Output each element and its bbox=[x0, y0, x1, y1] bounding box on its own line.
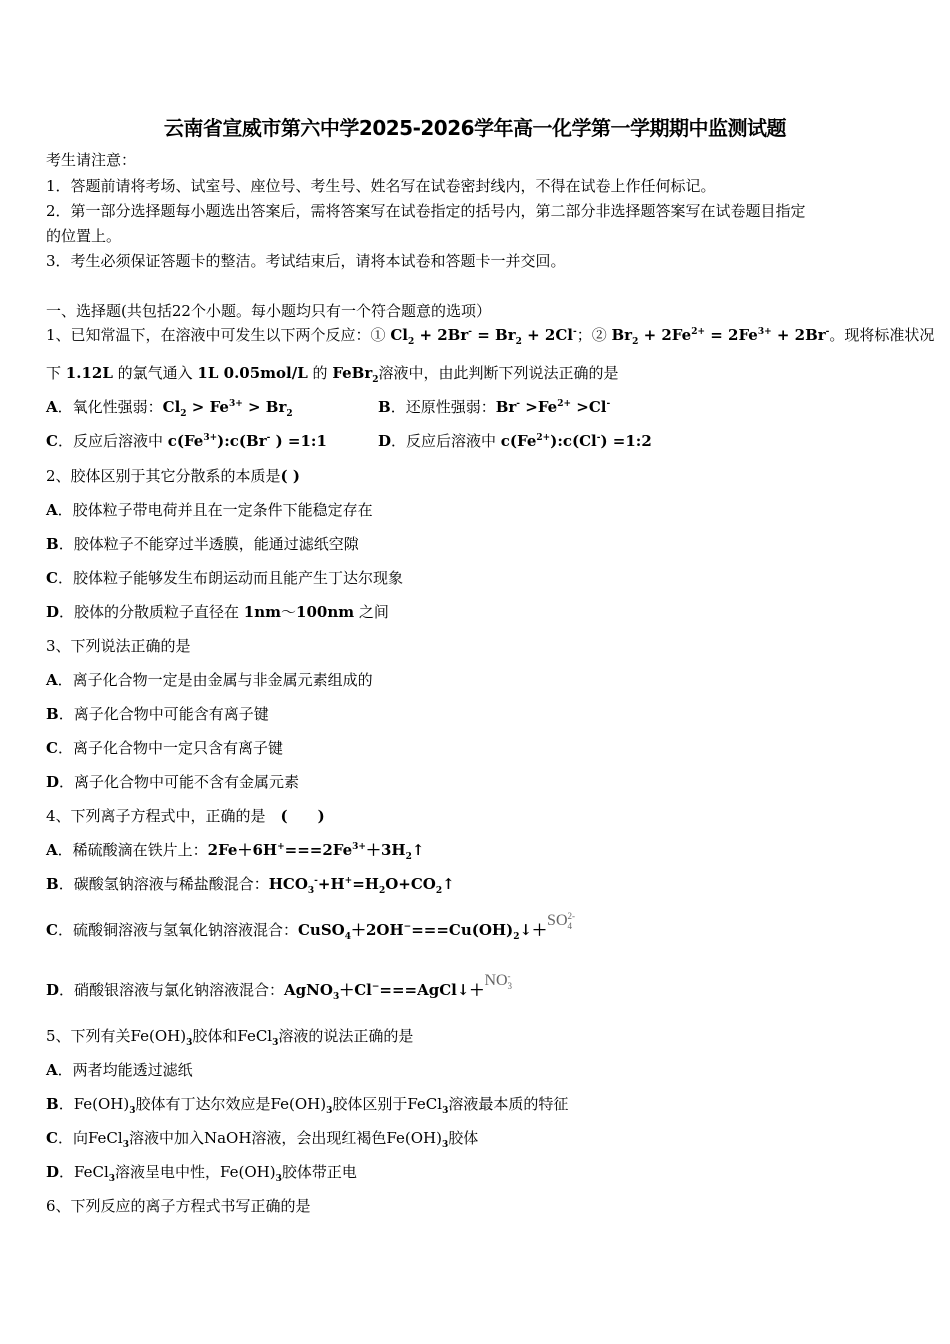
bold-run: ↑ bbox=[442, 875, 455, 893]
text-run: ．离子化合物中可能含有离子键 bbox=[58, 705, 269, 723]
text-line bbox=[46, 1162, 357, 1182]
text-run: 胶体 bbox=[448, 1129, 479, 1147]
text-run: ．还原性强弱： bbox=[390, 398, 496, 416]
bold-run: ↓＋ bbox=[519, 921, 548, 939]
option-column-2 bbox=[378, 431, 652, 451]
subscript: 2 bbox=[632, 337, 639, 347]
subscript: 2 bbox=[372, 375, 379, 385]
bold-run: c(Fe bbox=[500, 432, 537, 450]
text-run: ．氧化性强弱： bbox=[57, 398, 163, 416]
text-line bbox=[46, 1128, 478, 1148]
text-run: 溶液的说法正确的是 bbox=[278, 1027, 414, 1045]
bold-run: C bbox=[46, 432, 58, 450]
text-run: 溶液中，由此判断下列说法正确的是 bbox=[378, 364, 619, 382]
bold-run: B bbox=[46, 705, 59, 723]
text-run: 一、选择题(共包括22个小题。每小题均只有一个符合题意的选项） bbox=[46, 302, 491, 320]
text-run: 溶液中加入NaOH溶液，会出现红褐色Fe(OH) bbox=[128, 1129, 442, 1147]
text-run: 胶体区别于FeCl bbox=[332, 1095, 443, 1113]
bold-run: 1L 0.05mol/L bbox=[197, 364, 308, 382]
subscript: 2 bbox=[286, 409, 293, 419]
bold-run: c(Fe bbox=[167, 432, 204, 450]
subscript: 2 bbox=[180, 409, 187, 419]
bold-run: A bbox=[46, 501, 58, 519]
ion-formula: SO 2- 4 bbox=[547, 911, 575, 932]
bold-run: B bbox=[46, 535, 59, 553]
superscript: - bbox=[516, 399, 521, 409]
text-run: 的 bbox=[307, 364, 333, 382]
text-line bbox=[46, 431, 652, 451]
page-title: 云南省宣威市第六中学2025-2026学年高一化学第一学期期中监测试题 bbox=[163, 116, 787, 140]
text-line bbox=[46, 568, 403, 588]
text-run: 之间 bbox=[354, 603, 389, 621]
text-run: 胶体有丁达尔效应是Fe(OH) bbox=[135, 1095, 327, 1113]
bold-run: = 2Fe bbox=[705, 326, 758, 344]
bold-run: C bbox=[46, 921, 58, 939]
bold-run: FeBr bbox=[332, 364, 373, 382]
bold-run: A bbox=[46, 1061, 58, 1079]
bold-run: A bbox=[46, 841, 58, 859]
text-run: ；② bbox=[576, 326, 612, 344]
text-run: 溶液最本质的特征 bbox=[448, 1095, 569, 1113]
text-line bbox=[46, 176, 716, 196]
text-line bbox=[46, 971, 513, 1002]
text-line bbox=[46, 911, 575, 942]
bold-run: ===2Fe bbox=[284, 841, 353, 859]
bold-run: C bbox=[46, 739, 58, 757]
ion-scripts bbox=[568, 911, 576, 931]
text-line bbox=[46, 1060, 193, 1080]
ion-formula: NO - 3 bbox=[484, 971, 513, 992]
text-line bbox=[46, 201, 806, 221]
bold-run: Cl bbox=[162, 398, 181, 416]
subscript: 3 bbox=[307, 886, 315, 896]
text-line bbox=[46, 150, 136, 170]
ion-charge: - bbox=[507, 971, 511, 982]
text-run: ．胶体的分散质粒子直径在 bbox=[59, 603, 244, 621]
text-run: ．向FeCl bbox=[57, 1129, 123, 1147]
superscript: - bbox=[606, 399, 611, 409]
text-run: 的氯气通入 bbox=[112, 364, 198, 382]
bold-run: 1.12L bbox=[65, 364, 113, 382]
subscript: 3 bbox=[275, 1174, 282, 1184]
text-run: ．硫酸铜溶液与氢氧化钠溶液混合： bbox=[57, 921, 298, 939]
subscript: 2 bbox=[378, 886, 386, 896]
bold-run: D bbox=[46, 1163, 60, 1181]
text-run: ．反应后溶液中 bbox=[57, 432, 168, 450]
bold-run: C bbox=[46, 569, 58, 587]
superscript: − bbox=[371, 982, 380, 992]
bold-run: D bbox=[46, 773, 60, 791]
bold-run: D bbox=[46, 603, 60, 621]
subscript: 2 bbox=[405, 852, 412, 862]
text-line bbox=[46, 1094, 568, 1114]
text-line bbox=[46, 397, 611, 419]
text-run: 2．第一部分选择题每小题选出答案后，需将答案写在试卷指定的括号内，第二部分非选择题答案写在试卷题目指定 bbox=[46, 202, 806, 220]
superscript: 3+ bbox=[352, 842, 366, 852]
bold-run: ↑ bbox=[411, 841, 425, 859]
ion-charge: 2- bbox=[567, 911, 575, 922]
text-line bbox=[46, 602, 389, 622]
bold-run: A bbox=[46, 671, 58, 689]
text-line bbox=[46, 670, 373, 690]
bold-run: CuSO bbox=[297, 921, 345, 939]
subscript: 3 bbox=[441, 1140, 449, 1150]
bold-run: ) =1:1 bbox=[270, 432, 327, 450]
text-line bbox=[46, 874, 455, 894]
bold-run: ===AgCl↓＋ bbox=[379, 981, 485, 999]
text-run: ～ bbox=[281, 603, 297, 621]
superscript: 3+ bbox=[757, 327, 772, 337]
bold-run: ( ) bbox=[280, 467, 300, 485]
bold-run: + 2Cl bbox=[521, 326, 573, 344]
text-line bbox=[46, 466, 300, 486]
superscript: - bbox=[825, 327, 830, 337]
text-line bbox=[46, 1196, 311, 1216]
superscript: 3+ bbox=[203, 433, 218, 443]
text-line bbox=[46, 251, 566, 271]
superscript: 2+ bbox=[691, 327, 705, 337]
text-run: ．硝酸银溶液与氯化钠溶液混合： bbox=[59, 981, 285, 999]
text-run: 下 bbox=[46, 364, 66, 382]
text-run: ．胶体粒子能够发生布朗运动而且能产生丁达尔现象 bbox=[57, 569, 403, 587]
ion-subscript: 3 bbox=[507, 981, 513, 992]
bold-run: > Br bbox=[242, 398, 287, 416]
text-run: 的位置上。 bbox=[46, 227, 122, 245]
bold-run: D bbox=[46, 981, 60, 999]
text-line bbox=[46, 738, 283, 758]
bold-run: B bbox=[378, 398, 391, 416]
bold-run: Cl bbox=[390, 326, 408, 344]
text-line bbox=[46, 636, 191, 656]
bold-run: >Cl bbox=[571, 398, 607, 416]
subscript: 3 bbox=[108, 1174, 116, 1184]
superscript: - bbox=[314, 876, 318, 886]
bold-run: 1nm bbox=[243, 603, 282, 621]
text-run: ．离子化合物一定是由金属与非金属元素组成的 bbox=[57, 671, 373, 689]
superscript: - bbox=[266, 433, 271, 443]
superscript: + bbox=[277, 842, 285, 852]
subscript: 2 bbox=[407, 337, 415, 347]
text-run: 1．答题前请将考场、试室号、座位号、考生号、姓名写在试卷密封线内，不得在试卷上作任何标记。 bbox=[46, 177, 716, 195]
subscript: 3 bbox=[186, 1038, 193, 1048]
subscript: 3 bbox=[272, 1038, 279, 1048]
bold-run: + 2Br bbox=[771, 326, 826, 344]
text-line bbox=[46, 325, 934, 345]
text-run: ．胶体粒子不能穿过半透膜，能通过滤纸空隙 bbox=[58, 535, 359, 553]
subscript: 2 bbox=[513, 932, 520, 942]
bold-run: ) =1:2 bbox=[600, 432, 652, 450]
bold-run: B bbox=[46, 875, 59, 893]
bold-run: 100nm bbox=[296, 603, 355, 621]
superscript: + bbox=[344, 876, 353, 886]
text-run: ．FeCl bbox=[59, 1163, 109, 1181]
text-run: 考生请注意： bbox=[46, 151, 137, 169]
text-run: 胶体带正电 bbox=[281, 1163, 357, 1181]
superscript: − bbox=[403, 922, 412, 932]
bold-run: ＋2OH bbox=[350, 921, 404, 939]
text-line bbox=[46, 226, 121, 246]
text-run: ．Fe(OH) bbox=[58, 1095, 130, 1113]
subscript: 3 bbox=[326, 1106, 333, 1116]
bold-run: ＋Cl bbox=[339, 981, 372, 999]
bold-run: O+CO bbox=[385, 875, 436, 893]
text-line bbox=[46, 806, 325, 826]
superscript: 2+ bbox=[557, 399, 572, 409]
text-run: 5、下列有关Fe(OH) bbox=[46, 1027, 187, 1045]
text-run: 2、胶体区别于其它分散系的本质是 bbox=[46, 467, 281, 485]
option-column-2 bbox=[378, 397, 610, 417]
text-run: 胶体和FeCl bbox=[192, 1027, 273, 1045]
text-run: 。现将标准状况 bbox=[829, 326, 935, 344]
bold-run: ( ) bbox=[280, 807, 325, 825]
text-run: 1、已知常温下，在溶液中可发生以下两个反应：① bbox=[46, 326, 391, 344]
text-line bbox=[46, 1026, 413, 1046]
text-run: ．反应后溶液中 bbox=[391, 432, 501, 450]
superscript: - bbox=[468, 327, 473, 337]
bold-run: = Br bbox=[472, 326, 516, 344]
subscript: 2 bbox=[515, 337, 522, 347]
bold-run: Br bbox=[495, 398, 517, 416]
ion-scripts bbox=[508, 971, 513, 991]
text-run: ．胶体粒子带电荷并且在一定条件下能稳定存在 bbox=[57, 501, 373, 519]
superscript: - bbox=[572, 327, 577, 337]
text-line bbox=[46, 301, 491, 321]
bold-run: Br bbox=[611, 326, 633, 344]
bold-run: A bbox=[46, 398, 58, 416]
bold-run: C bbox=[46, 1129, 58, 1147]
subscript: 4 bbox=[344, 932, 351, 942]
bold-run: +H bbox=[317, 875, 345, 893]
text-line bbox=[46, 500, 373, 520]
text-run: 3、下列说法正确的是 bbox=[46, 637, 191, 655]
text-run: ．离子化合物中可能不含有金属元素 bbox=[59, 773, 300, 791]
text-line bbox=[46, 704, 269, 724]
subscript: 3 bbox=[122, 1140, 129, 1150]
text-run: 3．考生必须保证答题卡的整洁。考试结束后，请将本试卷和答题卡一并交回。 bbox=[46, 252, 566, 270]
bold-run: + 2Fe bbox=[638, 326, 692, 344]
text-line bbox=[46, 363, 619, 383]
bold-run: AgNO bbox=[284, 981, 333, 999]
bold-run: ===Cu(OH) bbox=[411, 921, 514, 939]
subscript: 3 bbox=[442, 1106, 449, 1116]
bold-run: ):c(Br bbox=[217, 432, 267, 450]
text-run: ．离子化合物中一定只含有离子键 bbox=[57, 739, 283, 757]
text-run: ．碳酸氢钠溶液与稀盐酸混合： bbox=[58, 875, 269, 893]
bold-run: > Fe bbox=[186, 398, 229, 416]
text-line bbox=[46, 840, 424, 860]
text-run: 6、下列反应的离子方程式书写正确的是 bbox=[46, 1197, 311, 1215]
bold-run: >Fe bbox=[520, 398, 558, 416]
subscript: 3 bbox=[332, 992, 340, 1002]
bold-run: 2Fe＋6H bbox=[207, 841, 278, 859]
bold-run: B bbox=[46, 1095, 59, 1113]
text-line bbox=[46, 534, 359, 554]
superscript: 3+ bbox=[228, 399, 243, 409]
ion-subscript: 4 bbox=[567, 921, 572, 932]
text-line bbox=[46, 772, 299, 792]
text-run: 溶液呈电中性，Fe(OH) bbox=[115, 1163, 276, 1181]
bold-run: + 2Br bbox=[414, 326, 469, 344]
subscript: 2 bbox=[435, 886, 443, 896]
superscript: - bbox=[596, 433, 601, 443]
text-run: 4、下列离子方程式中，正确的是 bbox=[46, 807, 281, 825]
superscript: 2+ bbox=[536, 433, 551, 443]
bold-run: =H bbox=[352, 875, 379, 893]
text-run: ．稀硫酸滴在铁片上： bbox=[57, 841, 208, 859]
text-run: ．两者均能透过滤纸 bbox=[57, 1061, 193, 1079]
subscript: 3 bbox=[129, 1106, 136, 1116]
bold-run: D bbox=[378, 432, 392, 450]
bold-run: HCO bbox=[268, 875, 308, 893]
bold-run: ＋3H bbox=[365, 841, 406, 859]
bold-run: ):c(Cl bbox=[550, 432, 597, 450]
